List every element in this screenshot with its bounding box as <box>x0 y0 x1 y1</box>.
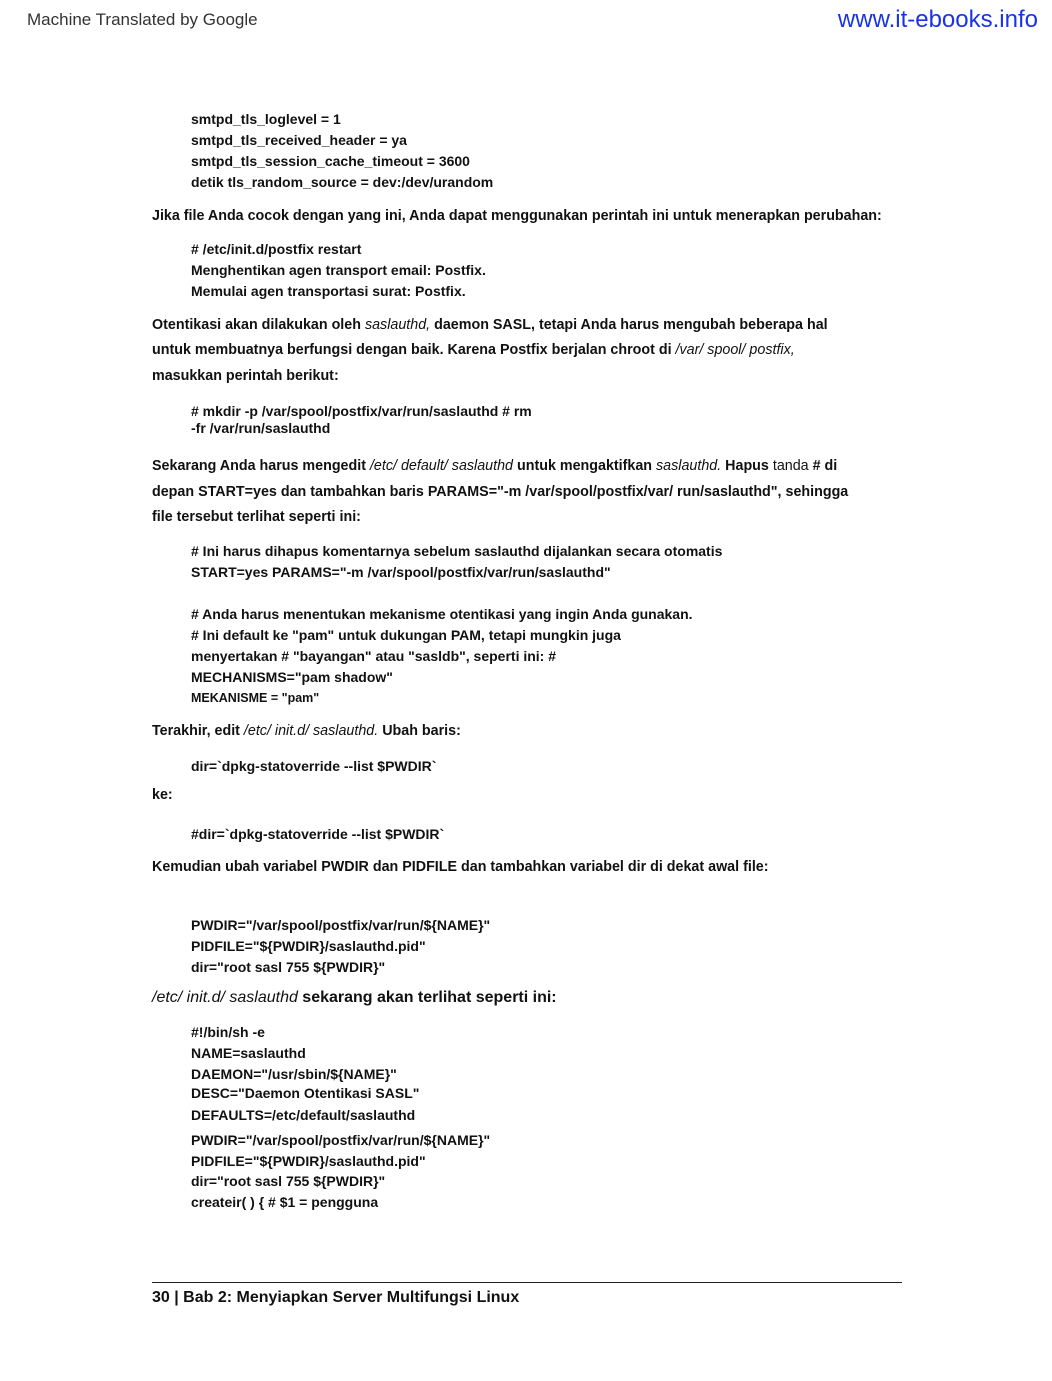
code-line: # /etc/init.d/postfix restart <box>191 241 362 257</box>
code-line: MECHANISMS="pam shadow" <box>191 669 393 685</box>
paragraph: Jika file Anda cocok dengan yang ini, Anda dapat menggunakan perintah ini untuk menerapkan perubahan: <box>152 208 882 224</box>
code-line: Menghentikan agen transport email: Postfix. <box>191 262 486 278</box>
footer-divider <box>152 1282 902 1283</box>
code-line: #!/bin/sh -e <box>191 1024 265 1040</box>
code-line: DAEMON="/usr/sbin/${NAME}" <box>191 1066 397 1082</box>
code-line: PIDFILE="${PWDIR}/saslauthd.pid" <box>191 1153 426 1169</box>
paragraph-line: Otentikasi akan dilakukan oleh saslauthd, daemon SASL, tetapi Anda harus mengubah beberapa hal <box>152 317 828 333</box>
code-line: smtpd_tls_received_header = ya <box>191 132 407 148</box>
code-line: PWDIR="/var/spool/postfix/var/run/${NAME}" <box>191 917 491 933</box>
code-line: menyertakan # "bayangan" atau "sasldb", seperti ini: # <box>191 648 557 664</box>
code-line: detik tls_random_source = dev:/dev/urandom <box>191 174 494 190</box>
paragraph-line: ke: <box>152 787 173 803</box>
code-line: DESC="Daemon Otentikasi SASL" <box>191 1085 420 1101</box>
code-line: smtpd_tls_loglevel = 1 <box>191 111 341 127</box>
code-line: NAME=saslauthd <box>191 1045 306 1061</box>
paragraph-line: file tersebut terlihat seperti ini: <box>152 509 361 525</box>
code-line: smtpd_tls_session_cache_timeout = 3600 <box>191 153 470 169</box>
page-footer: 30 | Bab 2: Menyiapkan Server Multifungsi Linux <box>152 1289 520 1306</box>
code-line: dir="root sasl 755 ${PWDIR}" <box>191 1173 386 1189</box>
paragraph-line: /etc/ init.d/ saslauthd sekarang akan terlihat seperti ini: <box>152 989 557 1006</box>
paragraph-line: Sekarang Anda harus mengedit /etc/ default/ saslauthd untuk mengaktifkan saslauthd. Hapus tanda # di <box>152 458 838 474</box>
code-line: -fr /var/run/saslauthd <box>191 420 331 436</box>
code-line: Memulai agen transportasi surat: Postfix. <box>191 283 466 299</box>
site-link[interactable]: www.it-ebooks.info <box>837 6 1038 33</box>
paragraph: Kemudian ubah variabel PWDIR dan PIDFILE dan tambahkan variabel dir di dekat awal file: <box>152 859 769 875</box>
code-line: START=yes PARAMS="-m /var/spool/postfix/var/run/saslauthd" <box>191 564 611 580</box>
paragraph-line: Terakhir, edit /etc/ init.d/ saslauthd. Ubah baris: <box>152 723 461 739</box>
code-line: #dir=`dpkg-statoverride --list $PWDIR` <box>191 826 445 842</box>
paragraph-line: masukkan perintah berikut: <box>152 368 339 384</box>
code-line: MEKANISME = "pam" <box>191 691 320 705</box>
code-line: # Ini default ke "pam" untuk dukungan PAM, tetapi mungkin juga <box>191 627 621 643</box>
paragraph-line: untuk membuatnya berfungsi dengan baik. Karena Postfix berjalan chroot di /var/ spool/ postfix, <box>152 342 795 358</box>
code-line: PWDIR="/var/spool/postfix/var/run/${NAME}" <box>191 1132 491 1148</box>
code-line: dir=`dpkg-statoverride --list $PWDIR` <box>191 758 437 774</box>
code-line: # Ini harus dihapus komentarnya sebelum saslauthd dijalankan secara otomatis <box>191 543 723 559</box>
code-line: # Anda harus menentukan mekanisme otentikasi yang ingin Anda gunakan. <box>191 606 693 622</box>
paragraph-line: depan START=yes dan tambahkan baris PARAMS="-m /var/spool/postfix/var/ run/saslauthd", sehingga <box>152 484 849 500</box>
translation-notice: Machine Translated by Google <box>27 10 258 29</box>
code-line: dir="root sasl 755 ${PWDIR}" <box>191 959 386 975</box>
code-line: PIDFILE="${PWDIR}/saslauthd.pid" <box>191 938 426 954</box>
code-line: createir( ) { # $1 = pengguna <box>191 1194 379 1210</box>
code-line: DEFAULTS=/etc/default/saslauthd <box>191 1107 416 1123</box>
code-line: # mkdir -p /var/spool/postfix/var/run/saslauthd # rm <box>191 403 532 419</box>
